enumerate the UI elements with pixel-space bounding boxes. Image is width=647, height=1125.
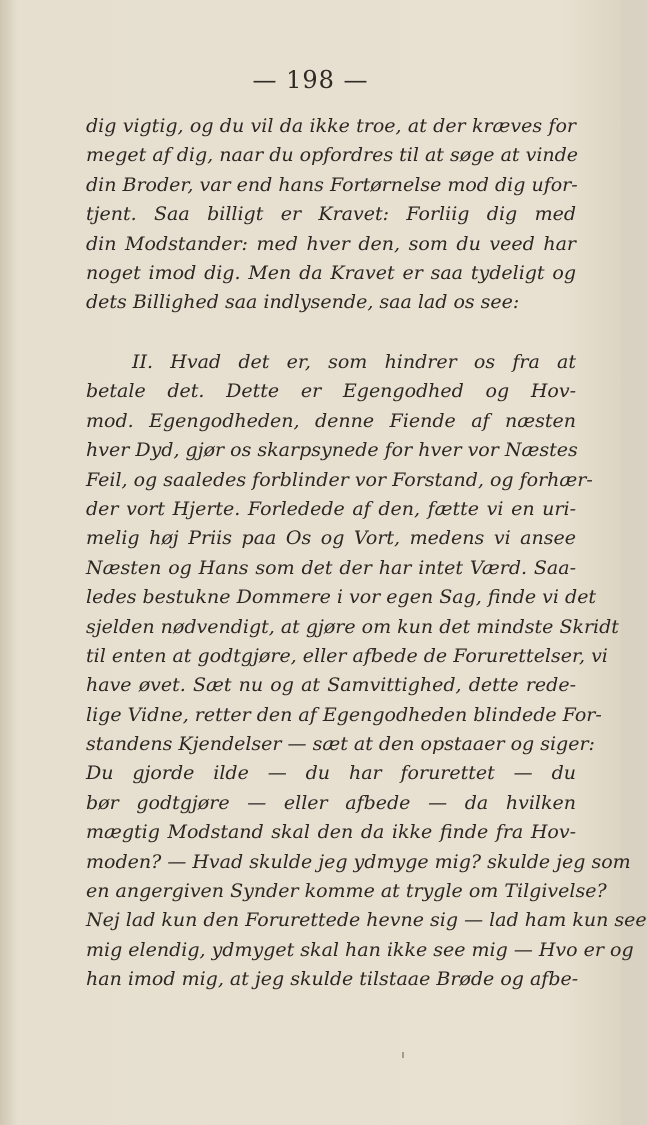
text-line: en angergiven Synder komme at trygle om Tilgivelse? xyxy=(86,880,607,903)
text-line: ledes bestukne Dommere i vor egen Sag, finde vi det xyxy=(86,586,597,609)
text-line: din Modstander: med hver den, som du veed har xyxy=(86,232,576,255)
page-number: — 198 — xyxy=(252,66,369,94)
text-line: Feil, og saaledes forblinder vor Forstand, og forhær- xyxy=(86,468,593,491)
paper-mark xyxy=(402,1052,404,1058)
text-line: melig høj Priis paa Os og Vort, medens vi ansee xyxy=(86,527,576,550)
text-line: tjent. Saa billigt er Kravet: Forliig dig med xyxy=(86,203,576,226)
text-line: mig elendig, ydmyget skal han ikke see mig — Hvo er og xyxy=(86,938,634,961)
text-line: han imod mig, at jeg skulde tilstaae Brøde og afbe- xyxy=(86,968,579,991)
text-line: betale det. Dette er Egengodhed og Hov- xyxy=(86,380,576,403)
text-line: Nej lad kun den Forurettede hevne sig — lad ham kun see xyxy=(86,909,647,932)
paragraph-1 xyxy=(86,112,579,318)
paragraph-2 xyxy=(86,348,647,995)
text-line: Du gjorde ilde — du har forurettet — du xyxy=(86,762,576,785)
text-line: have øvet. Sæt nu og at Samvittighed, dette rede- xyxy=(86,674,576,697)
text-line: moden? — Hvad skulde jeg ydmyge mig? skulde jeg som xyxy=(86,850,631,873)
text-line: dets Billighed saa indlysende, saa lad os see: xyxy=(86,291,520,314)
text-line: meget af dig, naar du opfordres til at søge at vinde xyxy=(86,144,579,167)
text-line: der vort Hjerte. Forledede af den, fætte vi en uri- xyxy=(86,497,576,520)
text-line: mod. Egengodheden, denne Fiende af næsten xyxy=(86,409,576,432)
text-line: mægtig Modstand skal den da ikke finde fra Hov- xyxy=(86,821,576,844)
text-line: standens Kjendelser — sæt at den opstaaer og siger: xyxy=(86,733,595,756)
text-line: din Broder, var end hans Fortørnelse mod dig ufor- xyxy=(86,173,578,196)
text-line: Næsten og Hans som det der har intet Værd. Saa- xyxy=(86,556,576,579)
text-line: lige Vidne, retter den af Egengodheden blindede For- xyxy=(86,703,602,726)
text-line: noget imod dig. Men da Kravet er saa tydeligt og xyxy=(86,261,576,284)
text-line: II. Hvad det er, som hindrer os fra at xyxy=(132,351,576,373)
text-line: bør godtgjøre — eller afbede — da hvilken xyxy=(86,791,576,814)
text-line: hver Dyd, gjør os skarpsynede for hver vor Næstes xyxy=(86,439,578,462)
text-line: til enten at godtgjøre, eller afbede de Forurettelser, vi xyxy=(86,644,608,667)
text-line: sjelden nødvendigt, at gjøre om kun det mindste Skridt xyxy=(86,615,619,638)
text-line: dig vigtig, og du vil da ikke troe, at der kræves for xyxy=(86,115,576,137)
